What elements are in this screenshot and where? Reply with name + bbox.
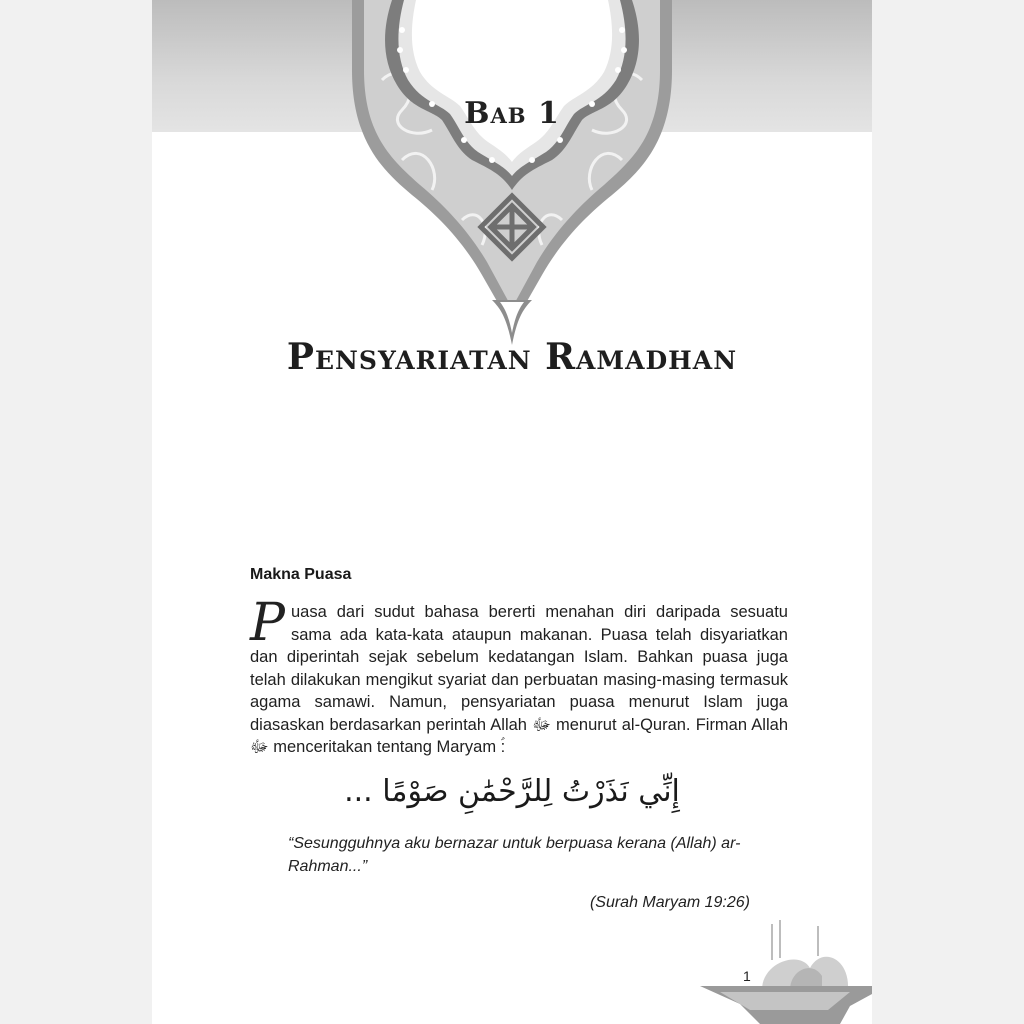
mosque-illustration bbox=[700, 920, 872, 1024]
drop-cap: P bbox=[250, 593, 285, 653]
verse-citation: (Surah Maryam 19:26) bbox=[589, 894, 750, 911]
chapter-label: Bab 1 bbox=[464, 96, 560, 131]
section-heading: Makna Puasa bbox=[250, 566, 352, 583]
page-number: 1 bbox=[743, 968, 751, 984]
arabesque-ornament bbox=[342, 0, 682, 350]
body-paragraph bbox=[250, 593, 788, 759]
paragraph-text: uasa dari sudut bahasa bererti menahan diri daripada sesuatu sama ada kata-kata ataupun makanan. Puasa telah disyariatkan dan diperintah sejak sebelum kedatangan Islam. Bahkan puasa juga telah dilakukan mengikut syariat dan perbuatan masing-masing termasuk agama samawi. Namun, pensyariatan puasa menurut Islam juga diasaskan berdasarkan perintah Allah ﷻ menurut al-Quran. Firman Allah ﷻ menceritakan tentang Maryam ؑ: bbox=[250, 603, 788, 756]
book-page bbox=[152, 0, 872, 1024]
verse-translation: “Sesungguhnya aku bernazar untuk berpuasa kerana (Allah) ar-Rahman...” bbox=[288, 835, 741, 875]
arabic-verse: إِنِّي نَذَرْتُ لِلرَّحْمَٰنِ صَوْمًا ... bbox=[344, 774, 680, 809]
chapter-title: Pensyariatan Ramadhan bbox=[286, 336, 738, 378]
